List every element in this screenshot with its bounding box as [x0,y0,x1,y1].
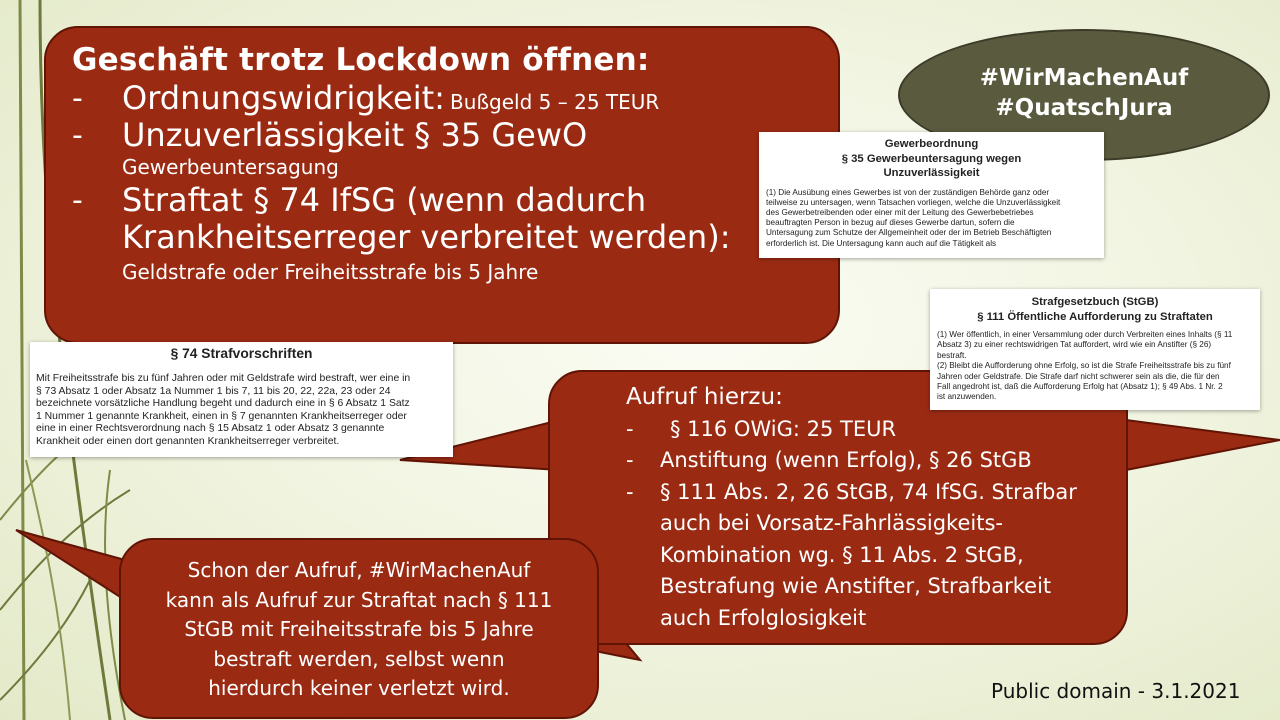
warning-line: bestraft werden, selbst wenn [213,646,505,671]
warning-line: StGB mit Freiheitsstrafe bis 5 Jahre [184,617,534,641]
excerpt-line: erforderlich ist. Die Untersagung kann auch auf die Tätigkeit als [766,238,997,248]
excerpt-line: 1 Nummer 1 genannte Krankheit, einen in § 7 genannten Krankheitserreger oder [36,410,407,422]
list-item [72,117,812,154]
item-text: § 116 OWiG: 25 TEUR [670,416,897,441]
item-title: Straftat § 74 IfSG (wenn dadurch [122,181,647,219]
excerpt-title: Strafgesetzbuch (StGB) [1031,296,1159,308]
item-text: Anstiftung (wenn Erfolg), § 26 StGB [660,448,1032,472]
item-text: § 111 Abs. 2, 26 StGB, 74 IfSG. Strafbar [660,479,1077,504]
excerpt-line: ist anzuwenden. [937,392,997,402]
bullet-dash: - [72,118,83,153]
bullet-dash: - [626,448,634,472]
excerpt-line: bestraft. [937,350,967,360]
excerpt-line: Absatz 3) zu einer rechtswidrigen Tat auffordert, wird wie ein Anstifter (§ 26) [937,340,1212,350]
excerpt-line: (1) Die Ausübung eines Gewerbes ist von der zuständigen Behörde ganz oder [766,187,1050,197]
excerpt-line: Krankheit oder einen dort genannten Krankheitserreger verbreitet. [36,435,340,447]
excerpt-line: (1) Wer öffentlich, in einer Versammlung oder durch Verbreiten eines Inhalts (§ 11 [937,330,1233,339]
item-text: auch Erfolglosigkeit [660,605,867,630]
excerpt-title: § 111 Öffentliche Aufforderung zu Straftaten [977,310,1213,323]
gewo-excerpt [759,132,1104,258]
excerpt-line: Mit Freiheitsstrafe bis zu fünf Jahren oder mit Geldstrafe wird bestraft, wer eine in [36,373,411,384]
item-title-continued: Krankheitserreger verbreitet werden): [122,218,731,256]
list-item [626,414,1110,446]
item-title: Ordnungswidrigkeit: [122,79,445,117]
excerpt-body [36,373,447,449]
excerpt-line: § 73 Absatz 1 oder Absatz 1a Nummer 1 bis 7, 11 bis 20, 22, 22a, 23 oder 24 [36,385,391,397]
hashtag: #WirMachenAuf [979,65,1189,91]
list-item [626,477,1110,635]
stgb-excerpt [930,289,1260,410]
lockdown-opening-bubble [44,26,840,344]
list-item [72,80,812,117]
hashtag: #QuatschJura [995,95,1173,121]
footer-credit: Public domain - 3.1.2021 [991,679,1241,703]
appeal-heading: Aufruf hierzu: [626,384,783,410]
ifsg-excerpt [30,342,453,457]
warning-line: Schon der Aufruf, #WirMachenAuf [187,558,531,582]
excerpt-title: § 74 Strafvorschriften [170,346,313,361]
excerpt-body [766,188,1097,249]
item-text: Kombination wg. § 11 Abs. 2 StGB, [660,542,1024,567]
excerpt-line: bezeichnete vorsätzliche Handlung begeht und dadurch eine in § 6 Absatz 1 Satz [36,398,410,410]
warning-line: hierdurch keiner verletzt wird. [208,676,510,700]
excerpt-line: teilweise zu untersagen, wenn Tatsachen vorliegen, welche die Unzuverlässigkeit [766,197,1061,207]
item-title: Unzuverlässigkeit § 35 GewO [122,116,588,154]
excerpt-line: Jahren oder Geldstrafe. Die Strafe darf nicht schwerer sein als die, die für den [937,371,1220,381]
main-heading: Geschäft trotz Lockdown öffnen: [72,42,650,78]
excerpt-line: beauftragten Person in bezug auf dieses Gewerbe dartun, sofern die [766,218,1015,228]
excerpt-line: Fall angedroht ist, daß die Aufforderung Erfolg hat (Absatz 1); § 49 Abs. 1 Nr. 2 [937,382,1223,392]
excerpt-line: (2) Bleibt die Aufforderung ohne Erfolg, so ist die Strafe Freiheitsstrafe bis zu fünf [937,361,1231,371]
list-item [626,445,1110,477]
bullet-dash: - [72,183,83,218]
excerpt-line: eine in einer Rechtsverordnung nach § 15 Absatz 1 oder Absatz 3 genannte [36,423,385,435]
excerpt-title: Gewerbeordnung [884,138,979,150]
excerpt-line: Untersagung zum Schutze der Allgemeinheit oder der im Betrieb Beschäftigten [766,228,1052,238]
warning-bubble [119,538,599,719]
excerpt-body [937,330,1253,403]
warning-line: kann als Aufruf zur Straftat nach § 111 [165,587,553,612]
bullet-dash: - [626,479,634,504]
item-text: auch bei Vorsatz-Fahrlässigkeits- [660,511,1003,535]
item-detail: Bußgeld 5 – 25 TEUR [450,90,660,114]
appeal-bubble [548,370,1128,645]
item-detail: Geldstrafe oder Freiheitsstrafe bis 5 Jahre [122,260,539,284]
excerpt-title: § 35 Gewerbeuntersagung wegen [841,152,1022,165]
bullet-dash: - [72,81,83,116]
item-detail: Gewerbeuntersagung [122,155,339,179]
list-item [72,182,812,219]
item-text: Bestrafung wie Anstifter, Strafbarkeit [660,574,1052,598]
bullet-dash: - [626,416,634,441]
excerpt-title: Unzuverlässigkeit [883,167,980,179]
excerpt-line: des Gewerbetreibenden oder einer mit der Leitung des Gewerbebetriebes [766,207,1034,217]
